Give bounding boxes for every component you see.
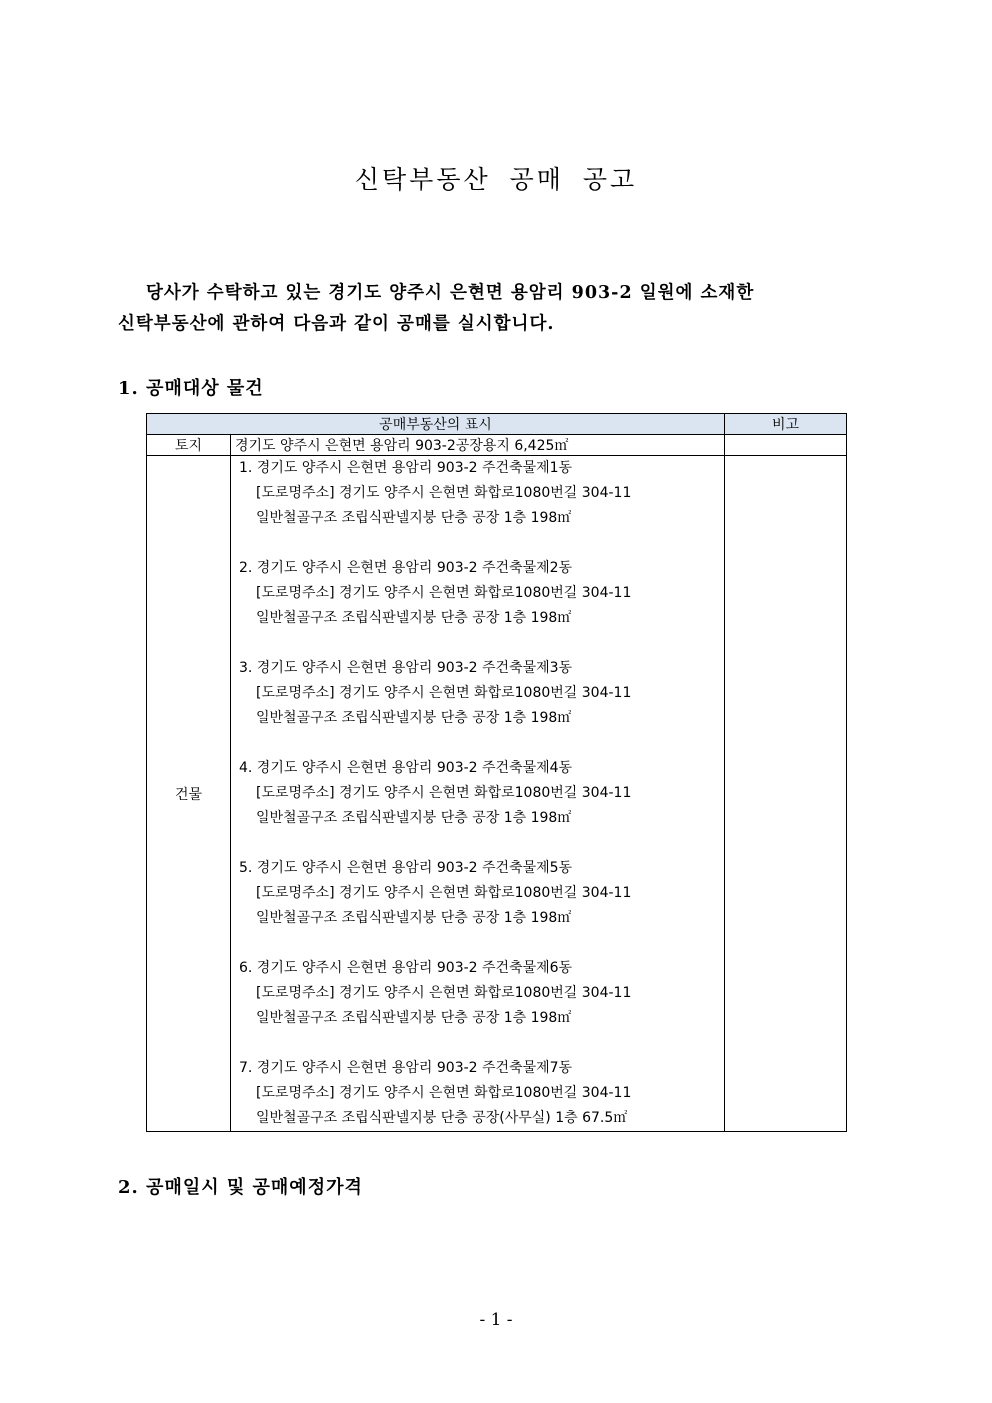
page-number: - 1 - — [479, 1310, 513, 1330]
section-heading-1: 1. 공매대상 물건 — [118, 378, 264, 399]
building-lot: 5. 경기도 양주시 은현면 용암리 903-2 주건축물제5동 — [239, 860, 573, 876]
building-road-address: [도로명주소] 경기도 양주시 은현면 화합로1080번길 304-11 — [256, 985, 632, 1001]
list-item — [235, 1056, 720, 1131]
property-table — [146, 413, 847, 1132]
building-lot: 4. 경기도 양주시 은현면 용암리 903-2 주건축물제4동 — [239, 760, 573, 776]
list-item — [235, 656, 720, 731]
building-lot: 2. 경기도 양주시 은현면 용암리 903-2 주건축물제2동 — [239, 560, 573, 576]
intro-line-1: 당사가 수탁하고 있는 경기도 양주시 은현면 용암리 903-2 일원에 소재한 — [146, 283, 755, 303]
building-structure: 일반철골구조 조립식판넬지붕 단층 공장 1층 198㎡ — [256, 610, 572, 626]
page-title: 신탁부동산 공매 공고 — [354, 165, 638, 194]
building-road-address: [도로명주소] 경기도 양주시 은현면 화합로1080번길 304-11 — [256, 585, 632, 601]
building-structure: 일반철골구조 조립식판넬지붕 단층 공장 1층 198㎡ — [256, 1010, 572, 1026]
land-type-cell: 토지 — [147, 435, 231, 456]
table-row — [147, 456, 847, 1132]
building-lot: 3. 경기도 양주시 은현면 용암리 903-2 주건축물제3동 — [239, 660, 573, 676]
building-structure: 일반철골구조 조립식판넬지붕 단층 공장 1층 198㎡ — [256, 910, 572, 926]
building-lot: 7. 경기도 양주시 은현면 용암리 903-2 주건축물제7동 — [239, 1060, 573, 1076]
building-type-cell: 건물 — [147, 456, 231, 1132]
intro-line-2: 신탁부동산에 관하여 다음과 같이 공매를 실시합니다. — [118, 314, 555, 334]
building-structure: 일반철골구조 조립식판넬지붕 단층 공장(사무실) 1층 67.5㎡ — [256, 1110, 628, 1126]
list-item — [235, 556, 720, 631]
header-remarks: 비고 — [725, 414, 847, 435]
building-structure: 일반철골구조 조립식판넬지붕 단층 공장 1층 198㎡ — [256, 710, 572, 726]
building-structure: 일반철골구조 조립식판넬지붕 단층 공장 1층 198㎡ — [256, 510, 572, 526]
table-header-row — [147, 414, 847, 435]
list-item — [235, 756, 720, 831]
list-item — [235, 456, 720, 531]
intro-paragraph — [118, 278, 874, 340]
building-road-address: [도로명주소] 경기도 양주시 은현면 화합로1080번길 304-11 — [256, 485, 632, 501]
building-road-address: [도로명주소] 경기도 양주시 은현면 화합로1080번길 304-11 — [256, 885, 632, 901]
building-lot: 1. 경기도 양주시 은현면 용암리 903-2 주건축물제1동 — [239, 460, 573, 476]
header-property-description: 공매부동산의 표시 — [147, 414, 725, 435]
section-heading-2: 2. 공매일시 및 공매예정가격 — [118, 1177, 363, 1198]
list-item — [235, 956, 720, 1031]
building-remarks-cell — [725, 456, 847, 1132]
land-description-cell: 경기도 양주시 은현면 용암리 903-2공장용지 6,425㎡ — [231, 435, 725, 456]
building-lot: 6. 경기도 양주시 은현면 용암리 903-2 주건축물제6동 — [239, 960, 573, 976]
list-item — [235, 856, 720, 931]
building-structure: 일반철골구조 조립식판넬지붕 단층 공장 1층 198㎡ — [256, 810, 572, 826]
building-road-address: [도로명주소] 경기도 양주시 은현면 화합로1080번길 304-11 — [256, 685, 632, 701]
building-road-address: [도로명주소] 경기도 양주시 은현면 화합로1080번길 304-11 — [256, 1085, 632, 1101]
land-remarks-cell — [725, 435, 847, 456]
table-row — [147, 435, 847, 456]
building-road-address: [도로명주소] 경기도 양주시 은현면 화합로1080번길 304-11 — [256, 785, 632, 801]
building-list-cell — [231, 456, 725, 1132]
